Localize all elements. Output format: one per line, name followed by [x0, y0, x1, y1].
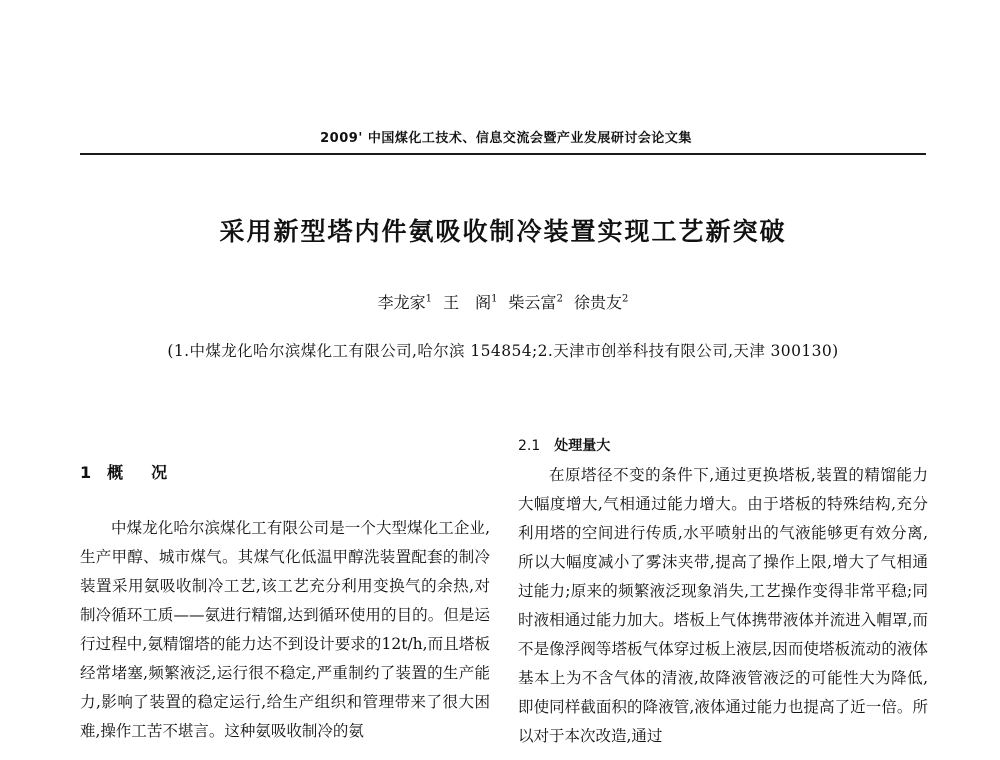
subsection-number: 2.1	[518, 438, 541, 454]
right-column	[518, 432, 928, 751]
body-paragraph: 在原塔径不变的条件下,通过更换塔板,装置的精馏能力大幅度增大,气相通过能力增大。由于塔板的特殊结构,充分利用塔的空间进行传质,水平喷射出的气液能够更有效分离,所以大幅度减小了雾沫夹带,提高了操作上限,增大了气相通过能力;原来的频繁液泛现象消失,工艺操作变得非常平稳;同时液相通过能力加大。塔板上气体携带液体并流进入帽罩,而不是像浮阀等塔板气体穿过板上液层,因而使塔板流动的液体基本上为不含气体的清液,故降液管液泛的可能性大为降低,即使同样截面积的降液管,液体通过能力也提高了近一倍。所以对于本次改造,通过	[518, 466, 928, 745]
author-affiliation-mark: 2	[622, 293, 629, 305]
author-list	[80, 290, 926, 313]
author-name: 徐贵友	[574, 293, 623, 312]
affiliations: (1.中煤龙化哈尔滨煤化工有限公司,哈尔滨 154854;2.天津市创举科技有限公司,天津 300130)	[167, 342, 839, 360]
subsection-title: 处理量大	[554, 438, 611, 454]
author-affiliation-mark: 1	[491, 293, 498, 305]
author-name: 柴云富	[508, 293, 557, 312]
author-affiliation-mark: 1	[425, 293, 432, 305]
body-paragraph: 中煤龙化哈尔滨煤化工有限公司是一个大型煤化工企业,生产甲醇、城市煤气。其煤气化低温甲醇洗装置配套的制冷装置采用氨吸收制冷工艺,该工艺充分利用变换气的余热,对制冷循环工质——氨进行精馏,达到循环使用的目的。但是运行过程中,氨精馏塔的能力达不到设计要求的12t/h,而且塔板经常堵塞,频繁液泛,运行很不稳定,严重制约了装置的生产能力,影响了装置的稳定运行,给生产组织和管理带来了很大困难,操作工苦不堪言。这种氨吸收制冷的氨	[80, 519, 490, 740]
section-heading	[80, 458, 490, 514]
author-name: 王 阁	[443, 293, 492, 312]
subsection-heading	[518, 432, 928, 461]
author-affiliation-mark: 2	[556, 293, 563, 305]
paper-title: 采用新型塔内件氨吸收制冷装置实现工艺新突破	[219, 217, 787, 246]
author-name: 李龙家	[377, 293, 426, 312]
running-header: 2009' 中国煤化工技术、信息交流会暨产业发展研讨会论文集	[320, 131, 692, 146]
header-rule	[80, 153, 926, 155]
section-title: 概 况	[107, 463, 174, 482]
section-number: 1	[80, 463, 92, 482]
left-column	[80, 458, 490, 746]
